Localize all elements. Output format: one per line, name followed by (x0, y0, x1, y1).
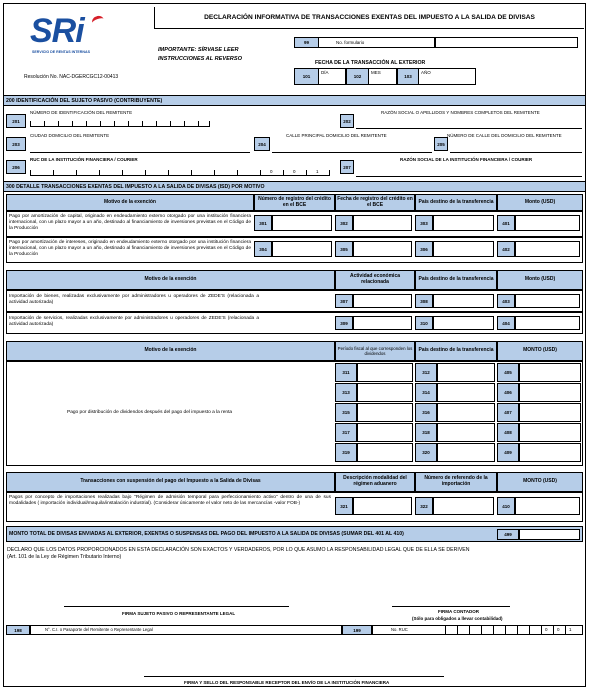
input-199[interactable] (372, 625, 583, 635)
field-206-code: 206 (6, 160, 26, 174)
code-408: 408 (497, 423, 519, 442)
input-307[interactable] (353, 294, 412, 308)
t1-header-bce-date: Fecha de registro del crédito en el BCE (335, 194, 415, 211)
total-label: MONTO TOTAL DE DIVISAS ENVIADAS AL EXTERIOR, EXENTAS O SUSPENSAS DEL PAGO DEL IMPUESTO A LA SALIDA DE DIVISAS (SUMAR DEL 401 AL 410) (9, 531, 404, 537)
logo-subtitle: SERVICIO DE RENTAS INTERNAS (32, 50, 90, 54)
form-number-input[interactable] (435, 37, 578, 48)
field-202-label: RAZÓN SOCIAL O APELLIDOS Y NOMBRES COMPLETOS DEL REMITENTE (381, 110, 540, 115)
logo-text: SRi (30, 12, 84, 50)
t4-text: Pagos por concepto de importaciones realizadas bajo "Régimen de admisión temporal para perfeccionamiento activo" dentro de una de sus modalidades ( importación individual/maquila/instalación industrial). (Considerar únicamente el valor neto de las mercancías -valor FOB-) (9, 495, 331, 506)
code-409: 409 (497, 443, 519, 462)
field-207-input[interactable] (356, 176, 582, 177)
field-205-label: NÚMERO DE CALLE DEL DOMICILIO DEL REMITENTE (447, 133, 562, 138)
ruc-digit: 1 (569, 627, 572, 632)
input-406[interactable] (519, 383, 581, 402)
t2-row-1-text: Importación de bienes, realizadas exclusivamente por administradores u operadores de ZEDE'S (relacionada a actividad autorizada) (9, 294, 259, 305)
year-label: AÑO (421, 70, 431, 75)
code-308: 308 (415, 294, 433, 308)
section-200-title: 200 IDENTIFICACIÓN DEL SUJETO PASIVO (CONTRIBUYENTE) (4, 95, 585, 106)
ruc-digit: 0 (545, 627, 548, 632)
code-198: 198 (6, 625, 30, 635)
code-401: 401 (497, 215, 515, 231)
input-499[interactable] (519, 529, 580, 540)
month-label: MES (371, 70, 381, 75)
field-202-code: 202 (340, 114, 354, 128)
t3-header-amount: MONTO (USD) (497, 341, 583, 361)
input-314[interactable] (437, 383, 495, 402)
input-410[interactable] (515, 497, 580, 515)
accountant-signature-line[interactable] (392, 606, 510, 607)
code-317: 317 (335, 423, 357, 442)
t2-header-activity: Actividad económica relacionada (335, 270, 415, 290)
field-206-label: RUC DE LA INSTITUCIÓN FINANCIERA / COURIER (30, 157, 138, 162)
code-303: 303 (415, 215, 433, 231)
input-319[interactable] (357, 443, 413, 462)
field-198-label: N°. C.I. o Pasaporte del Remitente o Representante Legal (45, 627, 153, 632)
input-313[interactable] (357, 383, 413, 402)
t3-header-motive: Motivo de la exención (6, 341, 335, 361)
code-307: 307 (335, 294, 353, 308)
month-code: 102 (346, 68, 369, 85)
t3-text: Pago por distribución de dividendos después del pago del impuesto a la renta (67, 410, 233, 415)
input-311[interactable] (357, 363, 413, 382)
code-315: 315 (335, 403, 357, 422)
input-405[interactable] (519, 363, 581, 382)
input-403[interactable] (515, 294, 580, 308)
field-203-label: CIUDAD DOMICILIO DEL REMITENTE (30, 133, 110, 138)
input-312[interactable] (437, 363, 495, 382)
t1-header-bce-number: Número de registro del crédito en el BCE (254, 194, 335, 211)
code-322: 322 (415, 497, 433, 515)
input-318[interactable] (437, 423, 495, 442)
code-311: 311 (335, 363, 357, 382)
input-409[interactable] (519, 443, 581, 462)
month-input[interactable] (368, 68, 397, 85)
input-306[interactable] (433, 241, 494, 257)
input-305[interactable] (353, 241, 412, 257)
code-321: 321 (335, 497, 353, 515)
t4-header-reference: Número de referendo de la importación (415, 472, 497, 492)
input-308[interactable] (433, 294, 494, 308)
input-402[interactable] (515, 241, 580, 257)
t3-header-period: Período fiscal al que corresponden los dividendos (335, 341, 415, 361)
taxpayer-signature-label: FIRMA SUJETO PASIVO O REPRESENTANTE LEGAL (122, 611, 236, 616)
code-319: 319 (335, 443, 357, 462)
declaration-article: (Art. 101 de la Ley de Régimen Tributario Interno) (7, 554, 122, 560)
field-201-code: 201 (6, 114, 26, 128)
section-300-title: 300 DETALLE TRANSACCIONES EXENTAS DEL IMPUESTO A LA SALIDA DE DIVISAS (ISD) POR MOTIVO (4, 181, 585, 192)
field-207-code: 207 (340, 160, 354, 174)
year-code: 103 (397, 68, 419, 85)
code-404: 404 (497, 316, 515, 330)
t1-header-country: País destino de la transferencia (415, 194, 497, 211)
field-206-input[interactable] (30, 170, 330, 176)
t4-header-motive: Transacciones con suspensión del pago del Impuesto a la Salida de Divisas (6, 472, 335, 492)
t1-header-amount: Monto (USD) (497, 194, 583, 211)
field-202-input[interactable] (356, 128, 582, 129)
code-313: 313 (335, 383, 357, 402)
input-322[interactable] (433, 497, 494, 515)
input-303[interactable] (433, 215, 494, 231)
code-499: 499 (497, 529, 519, 540)
date-title: FECHA DE LA TRANSACCIÓN AL EXTERIOR (315, 60, 426, 66)
t1-header-motive: Motivo de la exención (6, 194, 254, 211)
field-201-label: NÚMERO DE IDENTIFICACIÓN DEL REMITENTE (30, 110, 133, 115)
code-312: 312 (415, 363, 437, 382)
day-input[interactable] (318, 68, 346, 85)
t3-header-country: País destino de la transferencia (415, 341, 497, 361)
receiver-signature-line[interactable] (144, 676, 444, 677)
code-304: 304 (254, 241, 272, 257)
input-301[interactable] (272, 215, 332, 231)
t2-row-2-text: Importación de servicios, realizadas exclusivamente por administradores u operadores de ZEDE'S (relacionada a actividad autorizada) (9, 316, 259, 327)
important-note: IMPORTANTE: SÍRVASE LEER INSTRUCCIONES AL REVERSO (158, 47, 242, 62)
code-310: 310 (415, 316, 433, 330)
sri-logo (18, 12, 122, 58)
t4-header-regime: Descripción modalidad del régimen aduanero (335, 472, 415, 492)
input-317[interactable] (357, 423, 413, 442)
t2-header-amount: Monto (USD) (497, 270, 583, 290)
declaration-text: DECLARO QUE LOS DATOS PROPORCIONADOS EN ESTA DECLARACIÓN SON EXACTOS Y VERDADEROS, POR LO QUE ASUMO LA RESPONSABILIDAD LEGAL QUE DE ELLA SE DERIVEN (7, 547, 470, 553)
form-title: DECLARACIÓN INFORMATIVA DE TRANSACCIONES EXENTAS DEL IMPUESTO A LA SALIDA DE DIVISAS (154, 7, 584, 29)
input-304[interactable] (272, 241, 332, 257)
day-label: DÍA (321, 70, 329, 75)
ruc-digit: 0 (270, 169, 273, 174)
field-207-label: RAZÓN SOCIAL DE LA INSTITUCIÓN FINANCIERA / COURIER (400, 157, 533, 162)
field-203-input[interactable] (30, 152, 250, 153)
input-404[interactable] (515, 316, 580, 330)
code-309: 309 (335, 316, 353, 330)
input-302[interactable] (353, 215, 412, 231)
field-204-label: CALLE PRINCIPAL DOMICILIO DEL REMITENTE (286, 133, 387, 138)
input-309[interactable] (353, 316, 412, 330)
input-407[interactable] (519, 403, 581, 422)
code-405: 405 (497, 363, 519, 382)
day-code: 101 (294, 68, 319, 85)
code-407: 407 (497, 403, 519, 422)
code-410: 410 (497, 497, 515, 515)
code-305: 305 (335, 241, 353, 257)
input-316[interactable] (437, 403, 495, 422)
code-302: 302 (335, 215, 353, 231)
field-199-label: No. RUC (391, 627, 408, 632)
field-204-input[interactable] (272, 152, 432, 153)
code-318: 318 (415, 423, 437, 442)
code-402: 402 (497, 241, 515, 257)
field-201-input[interactable] (30, 121, 210, 127)
input-320[interactable] (437, 443, 495, 462)
ruc-digit: 0 (293, 169, 296, 174)
code-406: 406 (497, 383, 519, 402)
field-203-code: 203 (6, 137, 26, 151)
t1-row-2-text: Pago por amortización de intereses, originado en endeudamiento externo otorgado por una institución financiera internacional, con un plazo mayor a un año, destinado al financiamiento de inversiones previstas en el Código de la Producción (9, 240, 251, 257)
field-205-input[interactable] (450, 152, 582, 153)
code-199: 199 (342, 625, 372, 635)
form-page (3, 3, 586, 687)
t2-header-motive: Motivo de la exención (6, 270, 335, 290)
t1-row-1-text: Pago por amortización de capital, originado en endeudamiento externo otorgado por una institución financiera internacional, con un plazo mayor a un año, destinado al financiamiento de inversiones previstas en el Código de la Producción (9, 214, 251, 231)
input-315[interactable] (357, 403, 413, 422)
code-320: 320 (415, 443, 437, 462)
code-301: 301 (254, 215, 272, 231)
taxpayer-signature-line[interactable] (64, 606, 289, 607)
logo-swoosh-icon (91, 14, 106, 28)
form-number-code: 99 (294, 37, 319, 48)
field-204-code: 204 (254, 137, 270, 151)
code-403: 403 (497, 294, 515, 308)
code-314: 314 (415, 383, 437, 402)
field-205-code: 205 (434, 137, 448, 151)
year-input[interactable] (418, 68, 476, 85)
input-321[interactable] (353, 497, 412, 515)
ruc-digit: 1 (316, 169, 319, 174)
resolution-number: Resolución No. NAC-DGERCGC12-00413 (24, 74, 119, 80)
t4-header-amount: MONTO (USD) (497, 472, 583, 492)
code-306: 306 (415, 241, 433, 257)
accountant-signature-label: FIRMA CONTADOR (438, 609, 479, 614)
code-316: 316 (415, 403, 437, 422)
accountant-signature-note: (Sólo para obligados a llevar contabilidad) (412, 616, 503, 621)
form-number-label: No. formulario (336, 40, 365, 45)
input-408[interactable] (519, 423, 581, 442)
input-310[interactable] (433, 316, 494, 330)
receiver-signature-label: FIRMA Y SELLO DEL RESPONSABLE RECEPTOR DEL ENVÍO DE LA INSTITUCIÓN FINANCIERA (184, 680, 390, 685)
ruc-digit: 0 (557, 627, 560, 632)
input-401[interactable] (515, 215, 580, 231)
t2-header-country: País destino de la transferencia (415, 270, 497, 290)
input-198[interactable] (30, 625, 342, 635)
